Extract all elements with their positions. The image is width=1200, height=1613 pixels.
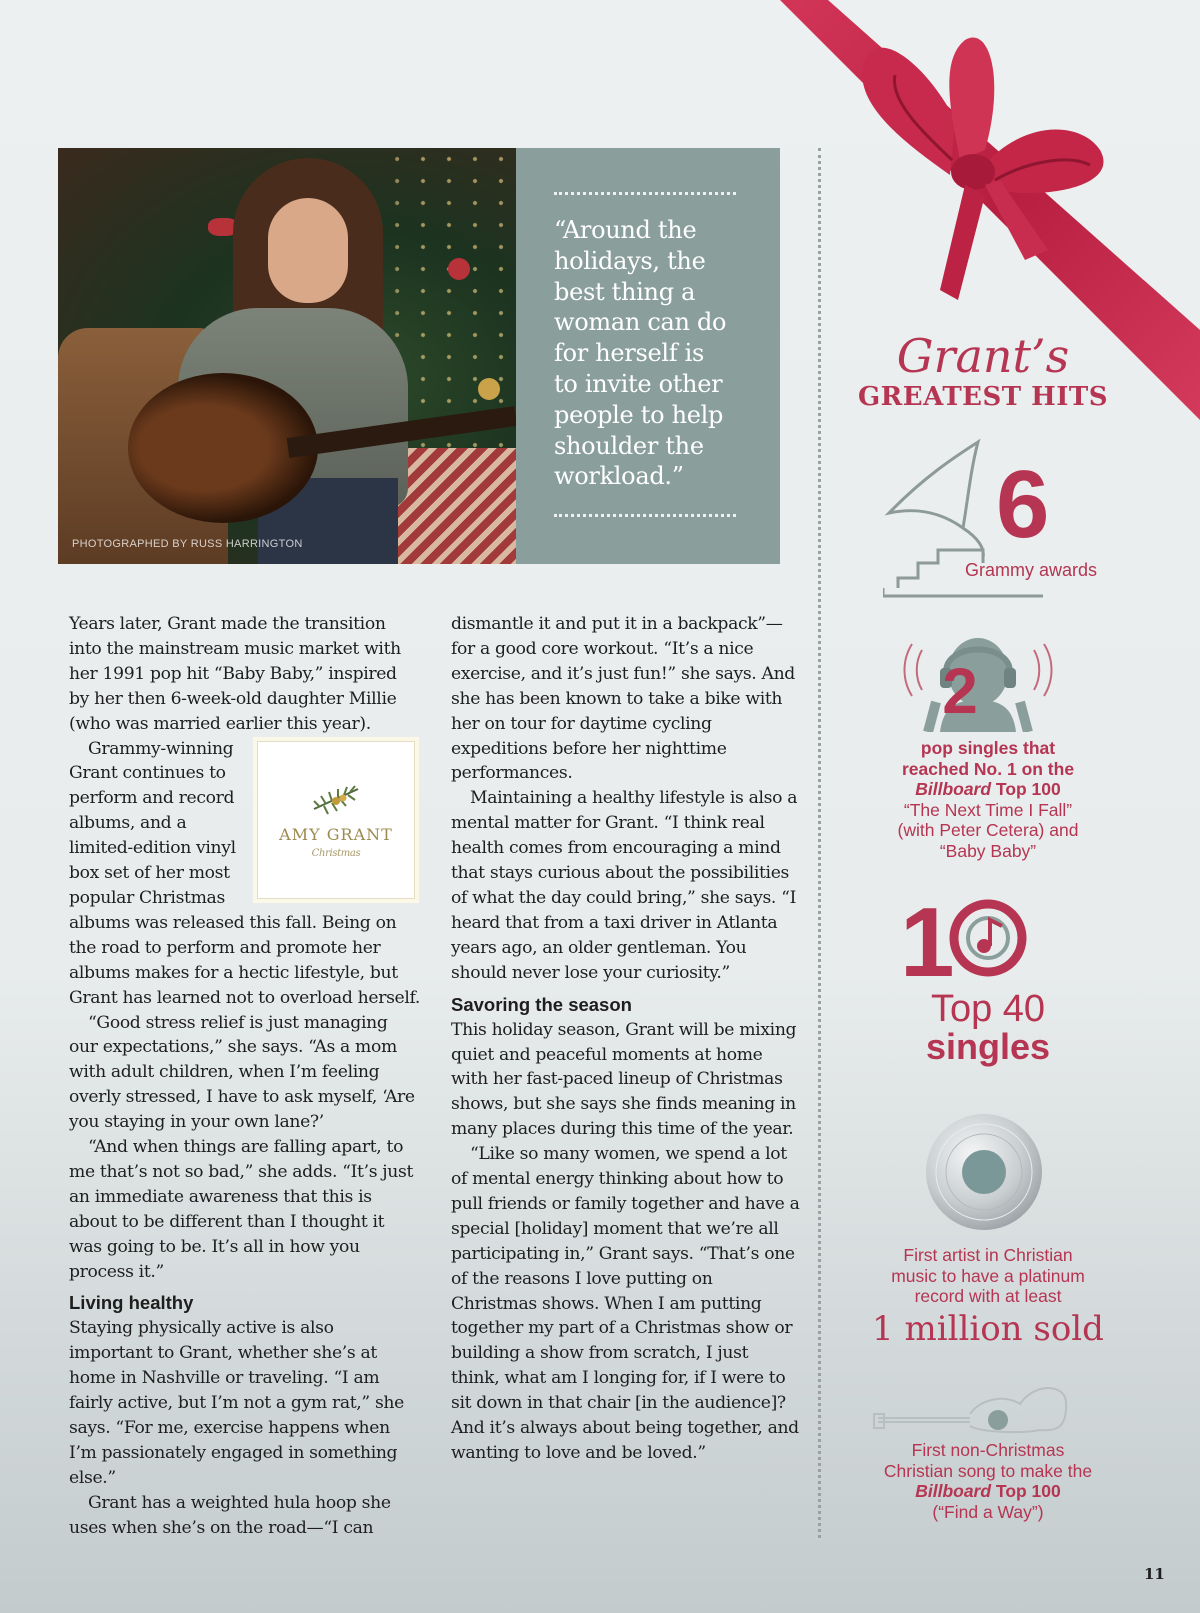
pop-singles-text: pop singles that reached No. 1 on the Billboard Top 100 “The Next Time I Fall” (with Peter Cetera) and “Baby Baby” — [897, 738, 1079, 861]
pull-quote-text: “Around the holidays, the best thing a woman can do for herself is to invite other people to help shoulder the workload.” — [554, 216, 727, 491]
paragraph: Maintaining a healthy lifestyle is also a mental matter for Grant. “I think real health comes from encouraging a mind that stays curious about the possibilities of what the day could bring,” she says. “I heard that from a taxi driver in Atlanta years ago, an older gentleman. You should never lose your curiosity.” — [451, 788, 798, 983]
photo-credit: PHOTOGRAPHED BY RUSS HARRINGTON — [72, 538, 303, 550]
paragraph: “And when things are falling apart, to me that’s not so bad,” she adds. “It’s just an immediate awareness that this is about to be different than I thought it was going to be. It’s all in how you process it.” — [69, 1137, 414, 1282]
album-subtitle: Christmas — [311, 847, 361, 859]
subheading: Living healthy — [69, 1292, 194, 1314]
subheading: Savoring the season — [451, 993, 632, 1015]
non-christmas-text: First non-Christmas Christian song to make the Billboard Top 100 (“Find a Way”) — [883, 1440, 1093, 1522]
ornament — [478, 378, 500, 400]
guitar-icon — [870, 1374, 1070, 1434]
album-cover — [257, 741, 415, 899]
dotted-rule — [554, 192, 736, 195]
grammy-count: 6 — [996, 451, 1050, 558]
million-sold: 1 million sold — [872, 1308, 1104, 1349]
album-title: AMY GRANT — [279, 825, 393, 845]
artist-photo — [58, 148, 516, 564]
dotted-rule — [554, 514, 736, 517]
paragraph: “Good stress relief is just managing our expectations,” she says. “As a mom with adult children, when I’m feeling overly stressed, I have to ask myself, ‘Are you staying in your own lane?’ — [69, 1012, 415, 1133]
page-number: 11 — [1144, 1565, 1165, 1583]
pop-number-one-count: 2 — [942, 655, 978, 727]
ornament — [448, 258, 470, 280]
pine-sprig-icon — [306, 779, 366, 819]
pull-quote — [516, 148, 780, 564]
paragraph: Grammy-winning Grant continues to perform and record albums, and a limited-edition vinyl box set of her most popular Christmas albums was released this fall. Being on the road to perform and promote her albums makes for a hectic lifestyle, but Grant has learned not to overload herself. — [69, 738, 421, 1008]
hero-section — [58, 148, 780, 564]
grammy-label: Grammy awards — [964, 560, 1098, 580]
paragraph: “Like so many women, we spend a lot of mental energy thinking about how to pull friends or family together and have a special [holiday] moment that we’re all participating in,” Grant says. “That’s one of the reasons I love putting on Christmas shows. When I am putting together my part of a Christmas show or building a show from scratch, I just think, what am I longing for, if I were to sit down in that chair [in the audience]? And it’s always about being together, and wanting to love and be loved.” — [451, 1144, 800, 1463]
platinum-record-icon — [920, 1110, 1050, 1234]
top40-count: 1 — [900, 887, 949, 997]
paragraph: Grant has a weighted hula hoop she uses when she’s on the road—“I can — [69, 1492, 391, 1538]
paragraph: Staying physically active is also important to Grant, whether she’s at home in Nashville or traveling. “I am fairly active, but I’m not a gym rat,” she says. “For me, exercise happens when I’m passionately engaged in something else.” — [69, 1318, 404, 1488]
article-column-1 — [69, 612, 421, 1541]
top40-text: Top 40 singles — [925, 988, 1051, 1067]
music-note-disc-icon — [948, 896, 1028, 980]
paragraph: dismantle it and put it in a backpack”—for a good core workout. “It’s a nice exercise, and it’s just fun!” she says. And she has been known to take a bike with her on tour for daytime cycling expeditions before her nighttime performances. — [451, 614, 795, 784]
greatest-hits-sidebar — [848, 0, 1188, 1613]
face — [268, 198, 348, 303]
sidebar-title: Grant’s GREATEST HITS — [857, 329, 1109, 412]
column-divider — [818, 148, 821, 1538]
platinum-text: First artist in Christian music to have a platinum record with at least 1 million sold — [858, 1245, 1118, 1349]
paragraph: This holiday season, Grant will be mixing quiet and peaceful moments at home with her fast-paced lineup of Christmas shows, but she says she finds meaning in many places during this time of the year. — [451, 1019, 797, 1140]
article-column-2 — [451, 612, 801, 1466]
paragraph: Years later, Grant made the transition into the mainstream music market with her 1991 pop hit “Baby Baby,” inspired by her then 6-week-old daughter Millie (who was married earlier this year). — [69, 614, 401, 734]
